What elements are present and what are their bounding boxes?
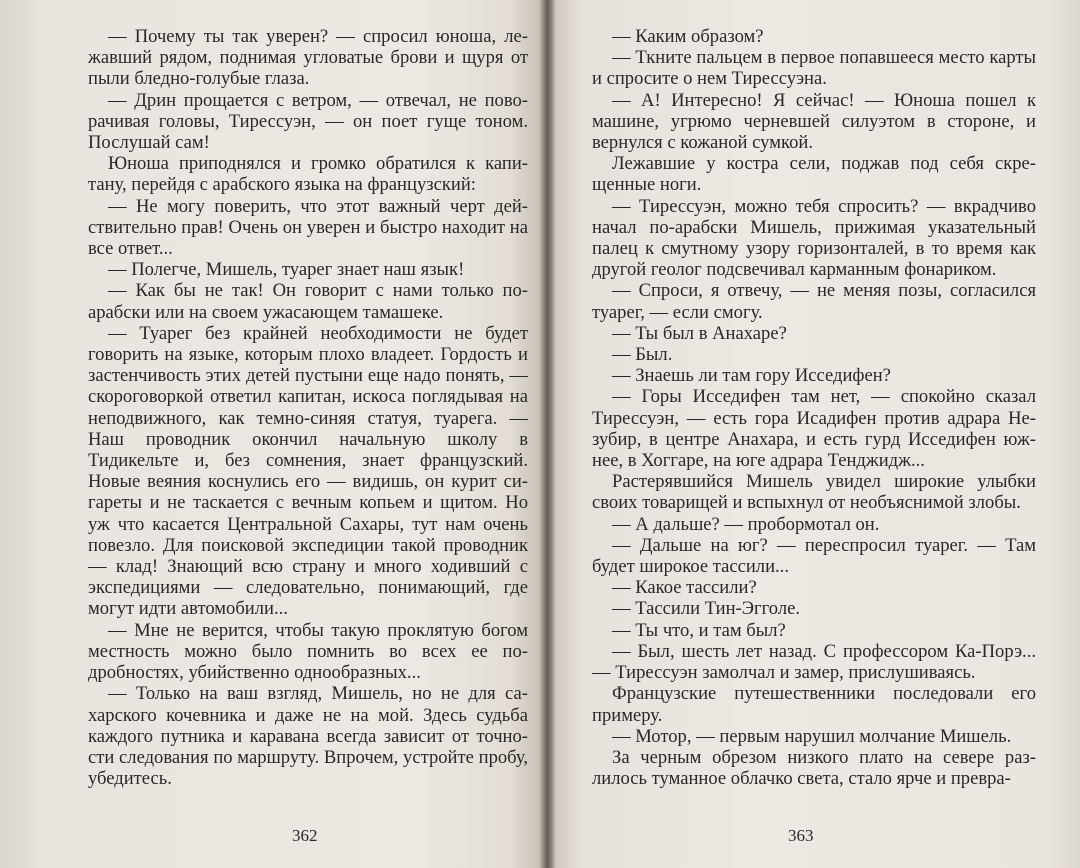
left-page-text (88, 26, 528, 789)
paragraph: — Каким образом? (612, 26, 764, 47)
paragraph: — Был, шесть лет назад. С профессором Ка-Порэ... — Тирессуэн замолчал и замер, прислушиваясь. (592, 640, 1036, 684)
paragraph: — Дрин прощается с ветром, — отвечал, не поворачивая головы, Тирессуэн, — он поет гуще тоном. Послушай сам! (88, 89, 528, 154)
paragraph: — Полегче, Мишель, туарег знает наш язык! (108, 259, 465, 281)
right-page (548, 0, 1080, 868)
paragraph: — Почему ты так уверен? — спросил юноша, лежавший рядом, поднимая угловатые брови и щуря от пыли бледно-голубые глаза. (88, 26, 528, 90)
paragraph: Французские путешественники последовали его примеру. (592, 683, 1036, 726)
paragraph: — Спроси, я отвечу, — не меняя позы, согласился туарег, — если смогу. (592, 280, 1036, 323)
paragraph: — Знаешь ли там гору Исседифен? (612, 365, 891, 387)
paragraph: — Был. (612, 344, 673, 366)
paragraph: — Тассили Тин-Эгголе. (612, 598, 801, 620)
paragraph: — А дальше? — пробормотал он. (612, 513, 880, 535)
paragraph: — Мне не верится, чтобы такую проклятую богом местность можно было помнить во всех ее подробностях, убийственно однообразных... (88, 619, 528, 684)
paragraph: — Горы Исседифен там нет, — спокойно сказал Тирессуэн, — есть гора Исадифен против адрара Незубир, в центре Анахара, и есть гурд Исседифен южнее, в Хоггаре, на юге адрара Тенджидж... (592, 386, 1036, 472)
right-page-text (592, 26, 1036, 789)
paragraph: За черным обрезом низкого плато на севере разлилось туманное облачко света, стало ярче и превра- (592, 746, 1036, 790)
paragraph: — Ты что, и там был? (612, 619, 786, 641)
paragraph: — Не могу поверить, что этот важный черт действительно прав! Очень он уверен и быстро находит на все ответ... (88, 195, 528, 260)
paragraph: — Дальше на юг? — переспросил туарег. — Там будет широкое тассили... (592, 534, 1036, 578)
paragraph: — Как бы не так! Он говорит с нами только по-арабски или на своем ужасающем тамашеке. (88, 280, 528, 323)
paragraph: — Мотор, — первым нарушил молчание Мишель. (612, 725, 1012, 747)
paragraph: Лежавшие у костра сели, поджав под себя скрещенные ноги. (592, 153, 1036, 196)
paragraph: — Тирессуэн, можно тебя спросить? — вкрадчиво начал по-арабски Мишель, прижимая указательный палец к смутному узору горизонталей, в то время как другой геолог подсвечивал карманным фонариком. (592, 195, 1036, 281)
page-number: 362 (292, 825, 318, 845)
paragraph: Растерявшийся Мишель увидел широкие улыбки своих товарищей и вспыхнул от необъяснимой злобы. (592, 471, 1036, 514)
paragraph: — Какое тассили? (612, 577, 757, 599)
page-number: 363 (788, 825, 814, 845)
paragraph: — Только на ваш взгляд, Мишель, но не для сахарского кочевника и даже не на мой. Здесь судьба каждого путника и каравана всегда зависит от точности следования по маршруту. Впрочем, устройте пробу, убедитесь. (88, 683, 528, 790)
paragraph: — А! Интересно! Я сейчас! — Юноша пошел к машине, угрюмо черневшей силуэтом в стороне, и вернулся с кожаной сумкой. (592, 89, 1036, 154)
book-gutter-shadow (540, 0, 556, 868)
paragraph: Юноша приподнялся и громко обратился к капитану, перейдя с арабского языка на французский: (88, 153, 528, 196)
paragraph: — Ты был в Анахаре? (612, 322, 787, 344)
paragraph: — Туарег без крайней необходимости не будет говорить на языке, которым плохо владеет. Гордость и застенчивость этих детей пустыни еще надо понять, — скороговоркой ответил капитан, искоса поглядывая на неподвижного, как темно-синяя статуя, туарега. — Наш проводник окончил начальную школу в Тидикельте и, без сомнения, знает французский. Новые веяния коснулись его — видишь, он курит сигареты и не таскается с вечным копьем и щитом. Но уж что касается Центральной Сахары, тут нам очень повезло. Для поисковой экспедиции такой проводник — клад! Знающий всю страну и много ходивший с экспедициями — следовательно, понимающий, где могут идти автомобили... (88, 322, 528, 620)
paragraph: — Ткните пальцем в первое попавшееся место карты и спросите о нем Тирессуэна. (592, 47, 1036, 90)
